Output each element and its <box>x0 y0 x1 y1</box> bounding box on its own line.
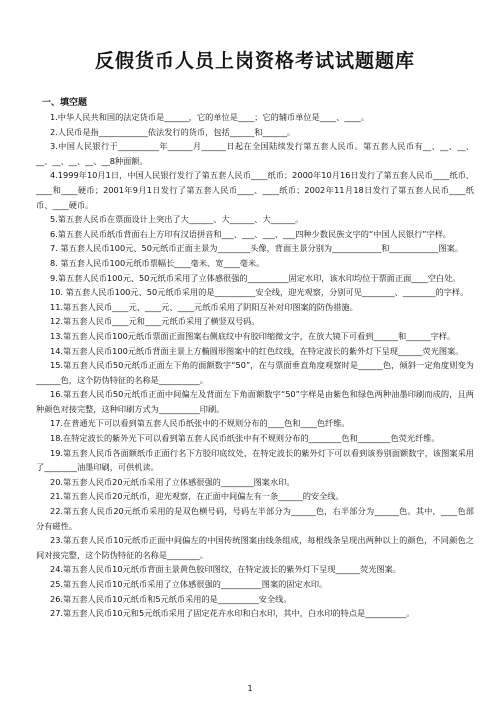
question-item: 8. 第五套人民币100元纸币票幅长____毫米、宽____毫米。 <box>50 257 265 268</box>
question-item: 19.第五套人民币各面额纸币正面行名下方胶印底纹处，在特定波长的紫外灯下可以看到该券别面额数字，该图案采用了________油墨印刷，可供机读。 <box>36 447 474 473</box>
question-item: 18.在特定波长的紫外光下可以看到第五套人民币纸张中有不规则分布的________色和________色荧光纤维。 <box>50 433 440 444</box>
question-item: 6.第五套人民币纸币背面右上方印有汉语拼音和___、___、___、___四种少数民族文字的“中国人民银行”字样。 <box>50 228 452 239</box>
question-item: 15.第五套人民币50元纸币正面左下角的面额数字“50”，在与票面垂直角度观察时是______色，倾斜一定角度则变为______色，这个防伪特征的名称是__________。 <box>36 360 474 385</box>
question-item: 22.第五套人民币20元纸币采用的是双色横号码，号码左半部分为______色，右半部分为______色。其中，____色部分有磁性。 <box>36 506 474 531</box>
question-item: 1.中华人民共和国的法定货币是______，它的单位是____；它的辅币单位是____、____。 <box>50 112 369 122</box>
question-item: 17.在普通光下可以看到第五套人民币纸张中的不规则分布的____色和____色纤维。 <box>50 418 350 429</box>
question-item: 7. 第五套人民币100元、50元纸币正面主景为________头像，背面主景分别为____________和____________图案。 <box>50 243 464 254</box>
question-item: 4.1999年10月1日，中国人民银行发行了第五套人民币____纸币；2000年10月16日发行了第五套人民币____纸币、____和____硬币；2001年9月1日发行了第五套人民币____、____纸币；2002年11月18日发行了第五套人民币____纸币、____硬币。 <box>36 170 474 210</box>
question-item: 24.第五套人民币10元纸币背面主景黄色胶印图纹，在特定波长的紫外灯下呈现______荧光图案。 <box>50 564 401 575</box>
section-heading: 一、填空题 <box>42 98 88 108</box>
question-item: 13.第五套人民币100元纸币票面正面图案右侧底纹中有胶印缩微文字，在放大镜下可看到______和______字样。 <box>50 330 456 341</box>
question-item: 5.第五套人民币在票面设计上突出了大______、大______、大______。 <box>50 214 304 225</box>
question-item: 20.第五套人民币20元纸币采用了立体感很强的________图案水印。 <box>50 476 295 487</box>
question-item: 25.第五套人民币10元纸币采用了立体感很强的__________图案的固定水印。 <box>50 579 328 589</box>
page-title: 反假货币人员上岗资格考试试题题库 <box>94 50 415 72</box>
question-item: 3.中国人民银行于__________年______月______日起在全国陆续发行第五套人民币。第五套人民币有__、__、__、__、__、__、__、__8种面额。 <box>36 141 474 166</box>
question-item: 26.第五套人民币10元纸币和5元纸币采用的是__________安全线。 <box>50 593 292 604</box>
page-number: 1 <box>247 684 253 693</box>
question-item: 27.第五套人民币10元和5元纸币采用了固定花卉水印和白水印，其中，白水印的特点是__________。 <box>50 608 415 619</box>
question-item: 14.第五套人民币100元纸币背面主景上方椭圆形图案中的红色纹线，在特定波长的紫外灯下呈现______荧光图案。 <box>50 345 464 356</box>
question-item: 11.第五套人民币____元、____元、____元纸币采用了阴阳互补对印图案的防伪措施。 <box>50 301 358 312</box>
question-item: 2.人民币是指____________依法发行的货币，包括______和______。 <box>50 126 296 137</box>
question-item: 9.第五套人民币100元、50元纸币采用了立体感很强的__________固定水印，该水印均位于票面正面____空白处。 <box>50 272 461 283</box>
question-item: 12.第五套人民币____元和____元纸币采用了横竖双号码。 <box>50 316 260 327</box>
question-item: 10. 第五套人民币100元、50元纸币采用的是__________安全线，迎光观察，分别可见________、________的字样。 <box>50 287 469 298</box>
question-item: 23.第五套人民币10元纸币正面中间偏左的中国传统图案由线条组成，每根线条呈现出两种以上的颜色，不同颜色之间对接完整，这个防伪特征的名称是________。 <box>36 535 474 560</box>
question-item: 21.第五套人民币20元纸币，迎光观察，在正面中间偏左有一条______的安全线。 <box>50 491 344 502</box>
question-list <box>36 110 474 621</box>
question-item: 16.第五套人民币50元纸币正面中间偏左及背面左下角面额数字“50”字样是由紫色和绿色两种油墨印刷而成的，且两种颜色对接完整，这种印刷方式为__________印刷。 <box>36 389 474 414</box>
